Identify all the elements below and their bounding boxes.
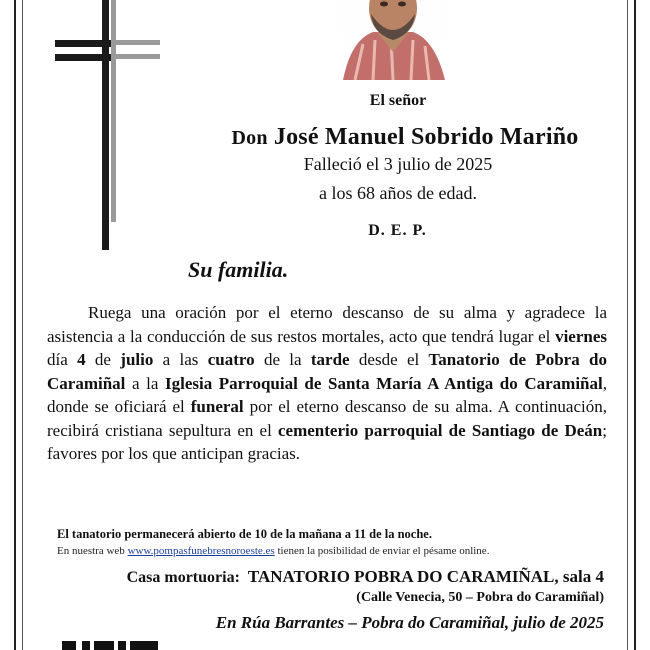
body-text-run: , donde se oficiará el [47,373,607,416]
service-announcement [47,301,607,466]
casa-label: Casa mortuoria: [126,569,240,586]
emphasis-text: cementerio parroquial de Santiago de Deán [277,420,603,440]
body-text-run: por el eterno descanso de su alma. A continuación, recibirá cristiana sepultura en el [47,397,607,440]
casa-mortuoria [127,567,604,587]
emphasis-text: 4 [77,350,86,369]
emphasis-text: viernes [555,326,607,346]
body-text-run: ; favores por los que anticipan gracias. [47,420,607,463]
emphasis-text: funeral [190,397,244,416]
honorific: El señor [369,92,427,109]
body-text-run: desde el [349,350,429,369]
deceased-photo [333,0,453,80]
website-link[interactable]: www.pompasfunebresnoroeste.es [127,545,275,557]
family-signature: Su familia. [188,257,289,282]
emphasis-text: Iglesia Parroquial de Santa María A Antiga do Caramiñal [164,373,603,393]
body-text-run: de [85,350,121,369]
body-text-run: a la [125,373,165,393]
funeral-home-logo [62,641,158,650]
emphasis-text: cuatro [207,350,255,369]
place-and-date: En Rúa Barrantes – Pobra do Caramiñal, julio de 2025 [215,613,604,632]
death-date: Falleció el 3 julio de 2025 [303,154,493,174]
venue-address: (Calle Venecia, 50 – Pobra do Caramiñal) [356,590,604,605]
casa-venue: TANATORIO POBRA DO CARAMIÑAL, sala 4 [247,567,604,586]
emphasis-text: Tanatorio de Pobra do Caramiñal [47,350,607,393]
full-name: José Manuel Sobrido Mariño [273,124,579,150]
emphasis-text: tarde [310,350,350,369]
body-text-run: día [47,350,78,369]
emphasis-text: julio [120,350,154,369]
rest-in-peace: D. E. P. [368,222,427,239]
age-at-death: a los 68 años de edad. [319,183,477,203]
cross-icon [55,0,160,250]
name-prefix: Don [231,127,268,149]
body-text-run: de la [254,350,311,369]
body-text-run: Ruega una oración por el eterno descanso de su alma y agradece la asistencia a la conducción de sus restos mortales, acto que tendrá lugar el [47,303,607,346]
body-text-run: a las [153,350,208,369]
deceased-name [180,124,630,151]
tanatorio-hours: El tanatorio permanecerá abierto de 10 de la mañana a 11 de la noche. [57,527,432,541]
web-condolences [57,545,489,557]
web-text-after: tienen la posibilidad de enviar el pésame online. [274,545,490,557]
web-text-before: En nuestra web [57,545,128,557]
